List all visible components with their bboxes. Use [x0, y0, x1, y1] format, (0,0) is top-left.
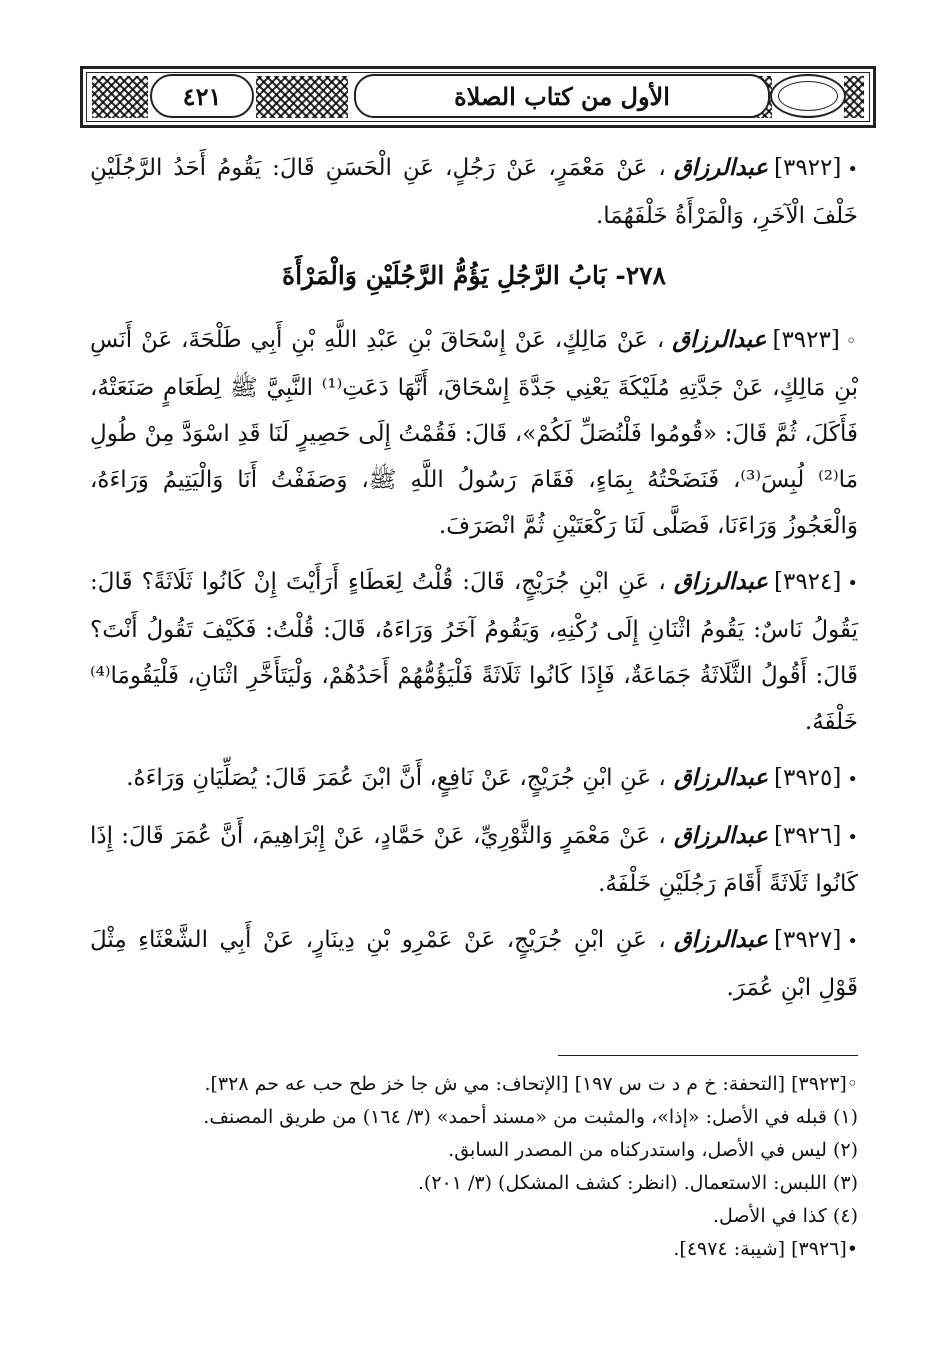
narrator-name: عبدالرزاق — [673, 822, 768, 849]
hadith-number: [٣٩٢٤] — [773, 569, 842, 595]
narrator-name: عبدالرزاق — [673, 926, 768, 953]
seal-inner-ring — [778, 81, 838, 111]
header-ornament-band — [844, 76, 864, 118]
main-text — [90, 145, 858, 1011]
hadith-text: ، عَنِ ابْنِ جُرَيْجٍ، قَالَ: قُلْتُ لِعَطَاءٍ أَرَأَيْتَ إِنْ كَانُوا ثَلَاثَةً؟ قَالَ: يَقُولُ نَاسٌ: يَقُومُ اثْنَانِ إِلَى رُكْنِهِ، وَيَقُومُ آخَرُ وَرَاءَهُ، قَالَ: قُلْتُ: فَكَيْفَ تَقُولُ أَنْتَ؟ قَالَ: أَقُولُ الثَّلَاثَةُ جَمَاعَةٌ، فَإِذَا كَانُوا ثَلَاثَةً فَلْيَؤُمُّهُمْ أَحَدُهُمْ، وَلْيَتَأَخَّرِ اثْنَانِ، فَلْيَقُومَا⁽⁴⁾ خَلْفَهُ. — [90, 569, 858, 735]
entry-marker: • — [847, 573, 858, 594]
hadith-entry — [90, 317, 858, 549]
publisher-seal-logo — [770, 74, 846, 118]
entry-marker: • — [847, 769, 858, 790]
hadith-text: ، عَنِ ابْنِ جُرَيْجٍ، عَنْ نَافِعٍ، أَنَّ ابْنَ عُمَرَ قَالَ: يُصَلِّيَانِ وَرَاءَهُ. — [126, 765, 666, 791]
entry-marker: • — [847, 827, 858, 848]
narrator-name: عبدالرزاق — [673, 568, 768, 595]
footnote: ◦[٣٩٢٣] [التحفة: خ م د ت س ١٩٧] [الإتحاف: مي ش جا خز طح حب عه حم ٣٢٨]. — [204, 1073, 858, 1095]
header-ornament-band — [256, 76, 348, 118]
hadith-number: [٣٩٢٥] — [773, 765, 842, 791]
hadith-number: [٣٩٢٣] — [772, 327, 840, 353]
page-header — [80, 66, 876, 128]
narrator-name: عبدالرزاق — [673, 764, 768, 791]
entry-marker: • — [847, 159, 858, 180]
hadith-text: ، عَنْ مَالِكٍ، عَنْ إِسْحَاقَ بْنِ عَبْدِ اللَّهِ بْنِ أَبِي طَلْحَةَ، عَنْ أَنَسِ بْنِ مَالِكٍ، عَنْ جَدَّتِهِ مُلَيْكَةَ يَعْنِي جَدَّةَ إِسْحَاقَ، أَنَّهَا دَعَتِ⁽¹⁾ النَّبِيَّ ﷺ لِطَعَامٍ صَنَعَتْهُ، فَأَكَلَ، ثُمَّ قَالَ: «قُومُوا فَلْنُصَلِّ لَكُمْ»، قَالَ: فَقُمْتُ إِلَى حَصِيرٍ لَنَا قَدِ اسْوَدَّ مِنْ طُولِ مَا⁽²⁾ لُبِسَ⁽³⁾، فَنَضَحْتُهُ بِمَاءٍ، فَقَامَ رَسُولُ اللَّهِ ﷺ، وَصَفَفْتُ أَنَا وَالْيَتِيمُ وَرَاءَهُ، وَالْعَجُوزُ وَرَاءَنَا، فَصَلَّى لَنَا رَكْعَتَيْنِ ثُمَّ انْصَرَفَ. — [90, 327, 859, 539]
hadith-entry — [90, 145, 858, 239]
hadith-number: [٣٩٢٦] — [773, 823, 842, 849]
hadith-text: ، عَنْ مَعْمَرٍ وَالثَّوْرِيِّ، عَنْ حَمَّادٍ، عَنْ إِبْرَاهِيمَ، أَنَّ عُمَرَ قَالَ: إِذَا كَانُوا ثَلَاثَةً أَقَامَ رَجُلَيْنِ خَلْفَهُ. — [90, 823, 858, 897]
hadith-entry — [90, 755, 858, 803]
hadith-number: [٣٩٢٧] — [773, 927, 842, 953]
hadith-entry — [90, 813, 858, 907]
footnote: (١) قبله في الأصل: «إذا»، والمثبت من «مسند أحمد» (٣/ ١٦٤) من طريق المصنف. — [203, 1106, 858, 1128]
narrator-name: عبدالرزاق — [672, 326, 767, 353]
footnote-divider — [558, 1055, 858, 1056]
hadith-entry — [90, 559, 858, 745]
footnote: (٣) اللبس: الاستعمال. (انظر: كشف المشكل) (٣/ ٢٠١). — [417, 1172, 858, 1194]
hadith-text: ، عَنْ مَعْمَرٍ، عَنْ رَجُلٍ، عَنِ الْحَسَنِ قَالَ: يَقُومُ أَحَدُ الرَّجُلَيْنِ خَلْفَ الْآخَرِ، وَالْمَرْأَةُ خَلْفَهُمَا. — [90, 155, 858, 229]
hadith-number: [٣٩٢٢] — [773, 155, 842, 181]
hadith-entry — [90, 917, 858, 1011]
narrator-name: عبدالرزاق — [673, 154, 768, 181]
footnotes — [90, 1068, 858, 1266]
footnote: (٢) ليس في الأصل، واستدركناه من المصدر السابق. — [448, 1139, 858, 1161]
running-title: الأول من كتاب الصلاة — [354, 74, 770, 118]
entry-marker: • — [847, 931, 858, 952]
hadith-text: ، عَنِ ابْنِ جُرَيْجٍ، عَنْ عَمْرِو بْنِ دِينَارٍ، عَنْ أَبِي الشَّعْثَاءِ مِثْلَ قَوْلِ ابْنِ عُمَرَ. — [90, 927, 858, 1001]
header-ornament-band — [92, 76, 148, 118]
footnote: (٤) كذا في الأصل. — [712, 1205, 858, 1227]
chapter-heading: ٢٧٨- بَابُ الرَّجُلِ يَؤُمُّ الرَّجُلَيْنِ وَالْمَرْأَةَ — [282, 261, 666, 290]
entry-marker: ◦ — [845, 331, 858, 352]
page-number: ٤٢١ — [150, 74, 254, 118]
footnote: •[٣٩٢٦] [شيبة: ٤٩٧٤]. — [673, 1238, 858, 1260]
